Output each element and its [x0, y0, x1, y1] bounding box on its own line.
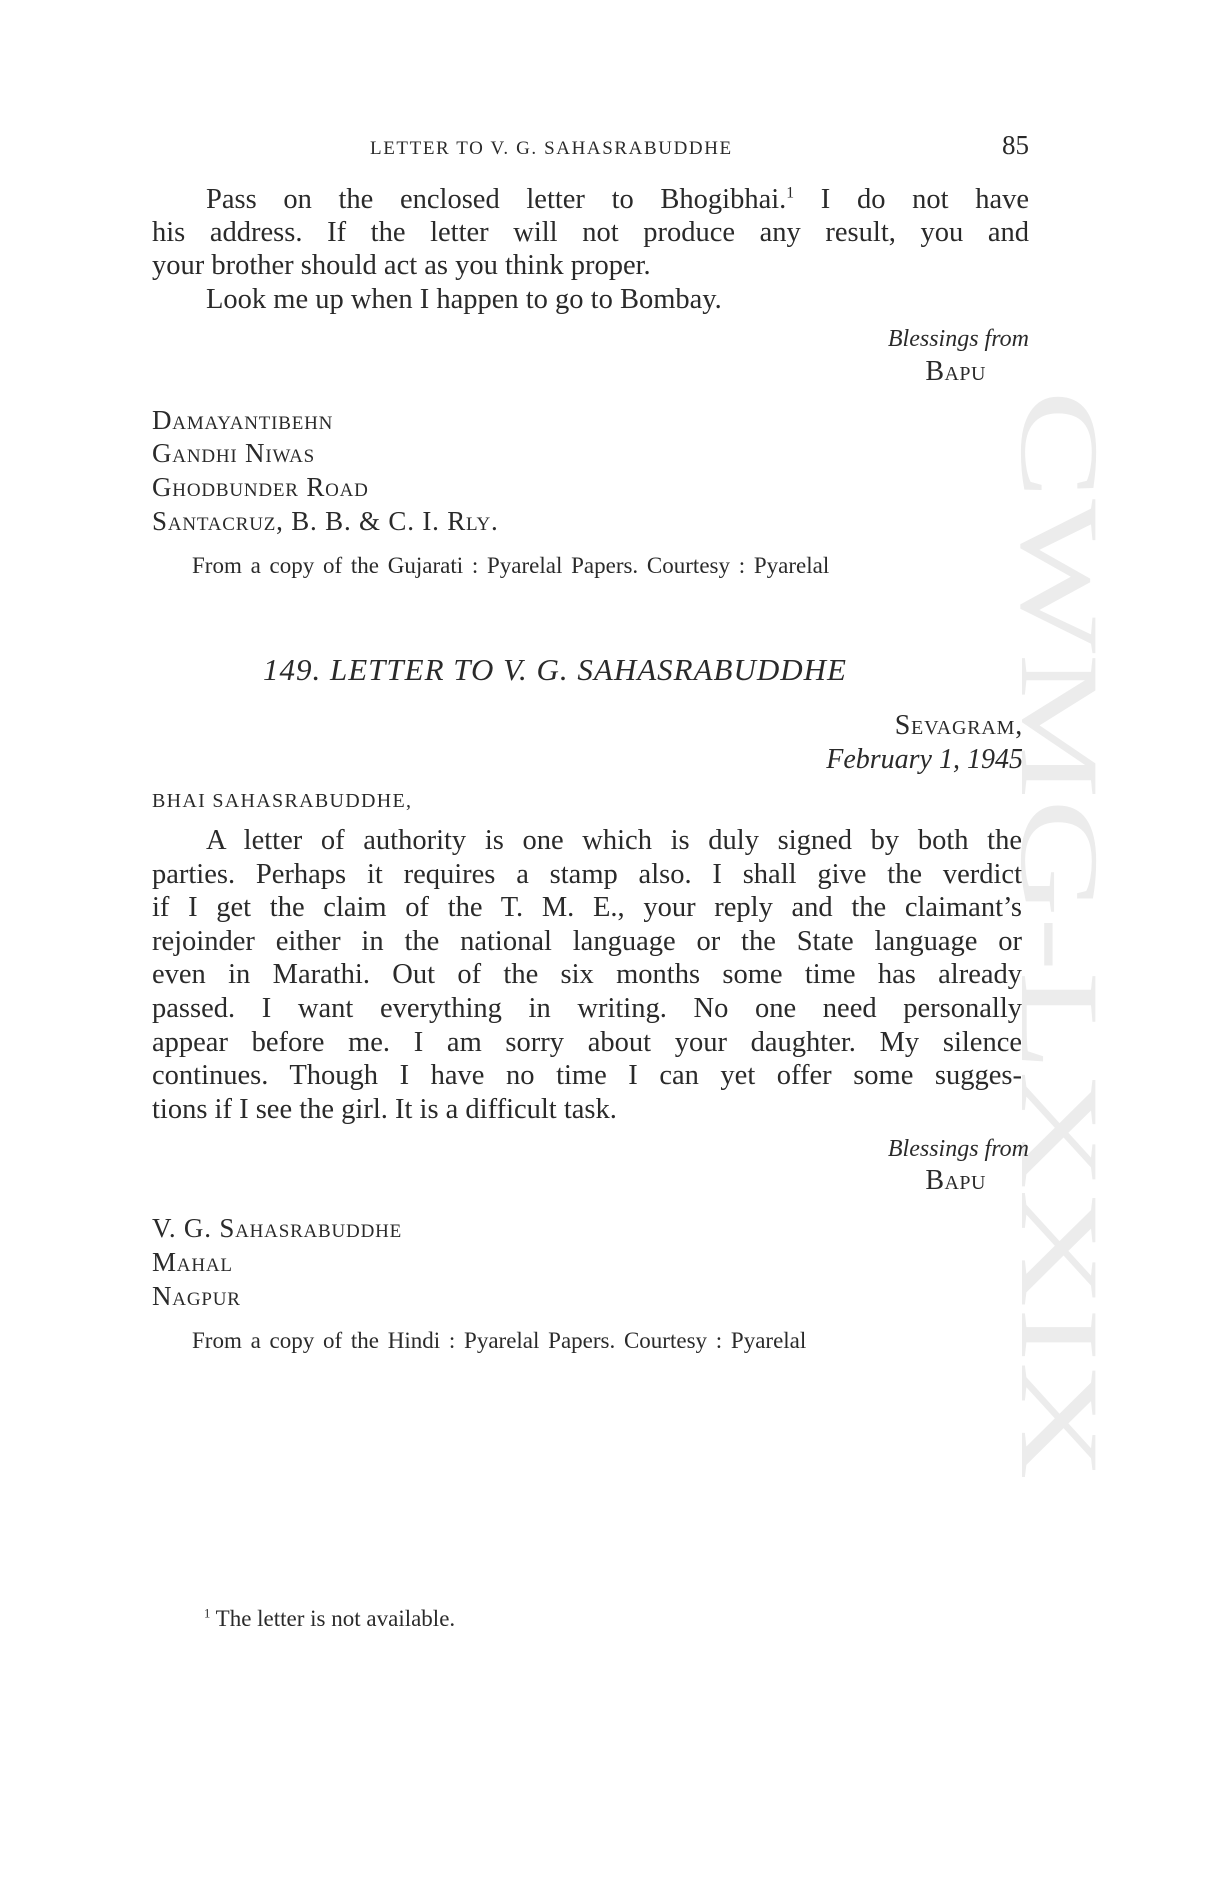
prev-blessing: Blessings from — [887, 326, 1029, 352]
prev-source-note: From a copy of the Gujarati : Pyarelal Papers. Courtesy : Pyarelal — [192, 553, 830, 578]
letter-address-line-2: Mahal — [152, 1247, 233, 1277]
letter-address-line-3: Nagpur — [152, 1281, 241, 1311]
letter-title: 149. LETTER TO V. G. SAHASRABUDDHE — [263, 652, 847, 687]
prev-paragraph-1-line-1: Pass on the enclosed letter to Bhogibhai.$^1$ I do not have — [206, 184, 1029, 215]
letter-date: February 1, 1945 — [826, 744, 1023, 775]
running-head: LETTER TO V. G. SAHASRABUDDHE — [370, 138, 733, 159]
prev-address-line-1: Damayantibehn — [152, 405, 334, 435]
letter-body-line-5: even in Marathi. Out of the six months some time has already — [152, 959, 1022, 990]
letter-body-line-8: continues. Though I have no time I can yet offer some sugges- — [152, 1060, 1022, 1091]
prev-address-line-2: Gandhi Niwas — [152, 438, 316, 468]
prev-address-line-4: Santacruz, B. B. & C. I. Rly. — [152, 506, 499, 536]
letter-blessing: Blessings from — [887, 1136, 1029, 1162]
footnote-mark: 1 — [204, 1606, 211, 1621]
footnote — [204, 1606, 455, 1632]
letter-salutation: BHAI SAHASRABUDDHE, — [152, 790, 413, 812]
letter-signature: Bapu — [925, 1165, 986, 1196]
footnote-reference: 1 — [786, 184, 795, 202]
letter-body-line-6: passed. I want everything in writing. No one need personally — [152, 993, 1022, 1024]
prev-paragraph-1-line-2: his address. If the letter will not produce any result, you and — [152, 217, 1029, 248]
letter-source-note: From a copy of the Hindi : Pyarelal Papers. Courtesy : Pyarelal — [192, 1328, 807, 1353]
page-number: 85 — [1002, 130, 1029, 160]
footnote-text: The letter is not available. — [210, 1606, 456, 1631]
prev-paragraph-1-line-3: your brother should act as you think proper. — [152, 250, 651, 281]
letter-address-line-1: V. G. Sahasrabuddhe — [152, 1213, 403, 1243]
letter-body-line-2: parties. Perhaps it requires a stamp also. I shall give the verdict — [152, 859, 1022, 890]
prev-address-line-3: Ghodbunder Road — [152, 472, 369, 502]
letter-place: Sevagram, — [894, 710, 1023, 741]
prev-paragraph-2: Look me up when I happen to go to Bombay. — [206, 284, 722, 315]
letter-body-line-1: A letter of authority is one which is duly signed by both the — [206, 825, 1022, 856]
letter-body-line-7: appear before me. I am sorry about your daughter. My silence — [152, 1027, 1022, 1058]
watermark-text: CWMG-LXXIX — [997, 390, 1121, 1137]
letter-body-line-3: if I get the claim of the T. M. E., your reply and the claimant’s — [152, 892, 1022, 923]
prev-signature: Bapu — [925, 356, 986, 387]
letter-body-line-4: rejoinder either in the national language or the State language or — [152, 926, 1022, 957]
letter-body-line-9: tions if I see the girl. It is a difficult task. — [152, 1094, 617, 1125]
